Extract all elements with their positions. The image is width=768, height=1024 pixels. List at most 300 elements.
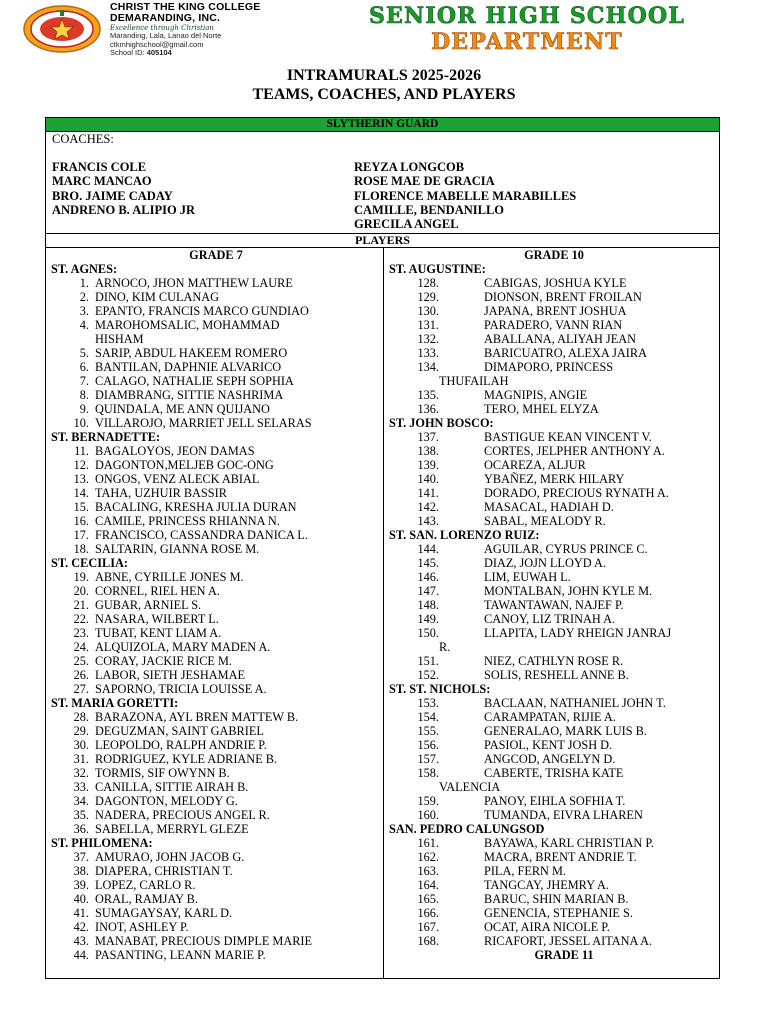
player-row (51, 374, 381, 388)
player-row (389, 332, 719, 346)
column-divider (383, 247, 384, 978)
player-number: 5. (79, 346, 89, 360)
player-number: 43. (73, 934, 89, 948)
player-number: 148. (417, 598, 439, 612)
section-heading: ST. AUGUSTINE: (389, 262, 486, 276)
player-number: 158. (417, 766, 439, 780)
player-name: ANGCOD, ANGELYN D. (484, 752, 616, 766)
player-name: CALAGO, NATHALIE SEPH SOPHIA (95, 374, 294, 388)
section-heading: ST. SAN. LORENZO RUIZ: (389, 528, 540, 542)
school-seal-logo (22, 4, 102, 54)
coaches-right-list (354, 160, 576, 231)
coaches-block (52, 132, 712, 232)
player-name: BARICUATRO, ALEXA JAIRA (484, 346, 647, 360)
player-row (389, 850, 719, 864)
player-row (389, 514, 719, 528)
grade-heading: GRADE 7 (189, 248, 243, 262)
player-number: 159. (417, 794, 439, 808)
player-row (389, 556, 719, 570)
player-number: 164. (417, 878, 439, 892)
player-name: NIEZ, CATHLYN ROSE R. (484, 654, 624, 668)
player-number: 38. (73, 864, 89, 878)
player-name: GENERALAO, MARK LUIS B. (484, 724, 647, 738)
player-row (51, 612, 381, 626)
player-name: DIMAPORO, PRINCESS (484, 360, 614, 374)
grade-heading: GRADE 11 (534, 948, 594, 962)
player-number: 165. (417, 892, 439, 906)
player-number: 147. (417, 584, 439, 598)
player-row (51, 598, 381, 612)
player-number: 151. (417, 654, 439, 668)
player-number: 139. (417, 458, 439, 472)
player-name: BARAZONA, AYL BREN MATTEW B. (95, 710, 299, 724)
player-number: 133. (417, 346, 439, 360)
player-number: 15. (73, 500, 89, 514)
player-name: DAGONTON,MELJEB GOC-ONG (95, 458, 274, 472)
player-name: TAHA, UZHUIR BASSIR (95, 486, 227, 500)
player-number: 37. (73, 850, 89, 864)
player-name: DINO, KIM CULANAG (95, 290, 219, 304)
player-name: GUBAR, ARNIEL S. (95, 598, 202, 612)
player-name: PARADERO, VANN RIAN (484, 318, 623, 332)
player-number: 154. (417, 710, 439, 724)
player-number: 128. (417, 276, 439, 290)
player-row (389, 486, 719, 500)
player-name: MASACAL, HADIAH D. (484, 500, 614, 514)
player-number: 14. (73, 486, 89, 500)
document-header (0, 0, 768, 58)
player-name: LABOR, SIETH JESHAMAE (95, 668, 245, 682)
player-row (389, 710, 719, 724)
team-roster-table (45, 117, 720, 979)
coach-name: CAMILLE, BENDANILLO (354, 202, 505, 217)
player-name: CABERTE, TRISHA KATE (484, 766, 624, 780)
coaches-left-list (52, 160, 195, 217)
player-row (51, 276, 381, 290)
player-number: 141. (417, 486, 439, 500)
player-number: 6. (79, 360, 89, 374)
school-name-line2: DEMARANDING, INC. (110, 12, 221, 24)
player-row (389, 346, 719, 360)
player-row (389, 794, 719, 808)
player-row (51, 626, 381, 640)
department-banner (332, 3, 722, 54)
player-number: 39. (73, 878, 89, 892)
player-number: 16. (73, 514, 89, 528)
player-row (51, 682, 381, 696)
player-number: 32. (73, 766, 89, 780)
player-number: 146. (417, 570, 439, 584)
section-heading: ST. MARIA GORETTI: (51, 696, 179, 710)
player-row (51, 906, 381, 920)
player-name: ABALLANA, ALIYAH JEAN (484, 332, 636, 346)
player-name: BAGALOYOS, JEON DAMAS (95, 444, 255, 458)
grade-heading: GRADE 10 (524, 248, 584, 262)
player-number: 3. (79, 304, 89, 318)
player-row (51, 528, 381, 542)
player-name: RICAFORT, JESSEL AITANA A. (484, 934, 653, 948)
player-number: 12. (73, 458, 89, 472)
player-number: 161. (417, 836, 439, 850)
player-name: OCAT, AIRA NICOLE P. (484, 920, 610, 934)
player-number: 138. (417, 444, 439, 458)
player-row (389, 878, 719, 892)
player-number: 152. (417, 668, 439, 682)
player-row (389, 696, 719, 710)
player-row (389, 304, 719, 318)
player-name: CARAMPATAN, RIJIE A. (484, 710, 616, 724)
player-row (389, 318, 719, 332)
player-number: 13. (73, 472, 89, 486)
player-row (389, 444, 719, 458)
coach-name: REYZA LONGCOB (354, 160, 465, 174)
player-row (51, 934, 381, 948)
player-name: JAPANA, BRENT JOSHUA (484, 304, 627, 318)
player-number: 142. (417, 500, 439, 514)
player-name: TAWANTAWAN, NAJEF P. (484, 598, 624, 612)
player-name: YBAÑEZ, MERK HILARY (484, 472, 625, 486)
player-name: TUMANDA, EIVRA LHAREN (484, 808, 643, 822)
school-id (110, 49, 330, 58)
player-name: CORNEL, RIEL HEN A. (95, 584, 220, 598)
school-motto: Excellence through Christian (110, 24, 214, 32)
school-info (110, 2, 330, 58)
coach-name: BRO. JAIME CADAY (52, 188, 173, 203)
player-number: 160. (417, 808, 439, 822)
player-name: SABELLA, MERRYL GLEZE (95, 822, 249, 836)
player-name: CABIGAS, JOSHUA KYLE (484, 276, 627, 290)
player-row (51, 542, 381, 556)
player-row (51, 570, 381, 584)
player-row (51, 780, 381, 794)
player-row (51, 514, 381, 528)
player-row (389, 612, 719, 626)
right-player-column (389, 248, 719, 962)
player-number: 134. (417, 360, 439, 374)
section-heading: ST. BERNADETTE: (51, 430, 161, 444)
coach-name: FRANCIS COLE (52, 160, 147, 174)
player-number: 31. (73, 752, 89, 766)
player-number: 21. (73, 598, 89, 612)
player-name: LOPEZ, CARLO R. (95, 878, 196, 892)
player-row (389, 626, 719, 640)
player-number: 153. (417, 696, 439, 710)
player-row (51, 654, 381, 668)
player-number: 34. (73, 794, 89, 808)
player-row (51, 346, 381, 360)
player-number: 143. (417, 514, 439, 528)
player-number: 135. (417, 388, 439, 402)
section-heading: ST. ST. NICHOLS: (389, 682, 491, 696)
player-name: LLAPITA, LADY RHEIGN JANRAJ (484, 626, 672, 640)
player-name: SUMAGAYSAY, KARL D. (95, 906, 233, 920)
player-number: 20. (73, 584, 89, 598)
player-row (51, 724, 381, 738)
player-row (389, 738, 719, 752)
player-name: FRANCISCO, CASSANDRA DANICA L. (95, 528, 308, 542)
player-name: OCAREZA, ALJUR (484, 458, 586, 472)
player-name: MAROHOMSALIC, MOHAMMAD (95, 318, 280, 332)
player-name: DIAMBRANG, SITTIE NASHRIMA (95, 388, 284, 402)
player-name: ALQUIZOLA, MARY MADEN A. (95, 640, 271, 654)
player-row (389, 276, 719, 290)
player-name: CAMILE, PRINCESS RHIANNA N. (95, 514, 280, 528)
player-name: DEGUZMAN, SAINT GABRIEL (95, 724, 264, 738)
player-name: CORTES, JELPHER ANTHONY A. (484, 444, 665, 458)
player-row (51, 472, 381, 486)
school-address: Maranding, Lala, Lanao del Norte (110, 31, 222, 40)
document-title: INTRAMURALS 2025-2026 (286, 67, 482, 84)
player-name: BASTIGUE KEAN VINCENT V. (484, 430, 652, 444)
player-row (51, 920, 381, 934)
player-row (51, 864, 381, 878)
player-number: 30. (73, 738, 89, 752)
player-name: DORADO, PRECIOUS RYNATH A. (484, 486, 669, 500)
player-number: 36. (73, 822, 89, 836)
player-number: 29. (73, 724, 89, 738)
player-number: 8. (79, 388, 89, 402)
player-name: ABNE, CYRILLE JONES M. (95, 570, 244, 584)
section-heading: ST. CECILIA: (51, 556, 128, 570)
player-name: MAGNIPIS, ANGIE (484, 388, 588, 402)
player-number: 40. (73, 892, 89, 906)
player-number: 18. (73, 542, 89, 556)
section-heading: ST. JOHN BOSCO: (389, 416, 494, 430)
player-row (51, 444, 381, 458)
coaches-label: COACHES: (52, 132, 114, 146)
player-row (389, 920, 719, 934)
player-number: 156. (417, 738, 439, 752)
player-number: 17. (73, 528, 89, 542)
player-row (51, 388, 381, 402)
player-number: 150. (417, 626, 439, 640)
player-name: RODRIGUEZ, KYLE ADRIANE B. (95, 752, 278, 766)
player-name: DIAZ, JOJN LLOYD A. (484, 556, 606, 570)
player-name: SARIP, ABDUL HAKEEM ROMERO (95, 346, 288, 360)
player-name: SOLIS, RESHELL ANNE B. (484, 668, 629, 682)
player-number: 149. (417, 612, 439, 626)
player-number: 144. (417, 542, 439, 556)
player-name: PILA, FERN M. (484, 864, 566, 878)
player-number: 22. (73, 612, 89, 626)
player-name: MANABAT, PRECIOUS DIMPLE MARIE (95, 934, 313, 948)
player-row (389, 458, 719, 472)
player-number: 163. (417, 864, 439, 878)
player-row (389, 360, 719, 374)
player-name: BARUC, SHIN MARIAN B. (484, 892, 629, 906)
player-row (51, 640, 381, 654)
player-row (389, 836, 719, 850)
player-name: GENENCIA, STEPHANIE S. (484, 906, 633, 920)
player-number: 132. (417, 332, 439, 346)
player-name: EPANTO, FRANCIS MARCO GUNDIAO (95, 304, 309, 318)
player-number: 167. (417, 920, 439, 934)
player-row (51, 318, 381, 332)
player-name: DIAPERA, CHRISTIAN T. (95, 864, 233, 878)
player-row (389, 668, 719, 682)
player-row (51, 850, 381, 864)
player-name: VILLAROJO, MARRIET JELL SELARAS (95, 416, 312, 430)
player-row (51, 668, 381, 682)
player-number: 155. (417, 724, 439, 738)
player-number: 131. (417, 318, 439, 332)
school-email: ctkmhighschool@gmail.com (110, 39, 204, 49)
player-row (389, 724, 719, 738)
player-number: 9. (79, 402, 89, 416)
player-row (51, 458, 381, 472)
player-row (51, 766, 381, 780)
player-row (51, 878, 381, 892)
player-name: LIM, EUWAH L. (484, 570, 571, 584)
player-number: 44. (73, 948, 89, 962)
player-row (389, 290, 719, 304)
player-row (389, 500, 719, 514)
player-number: 33. (73, 780, 89, 794)
school-name-line1: CHRIST THE KING COLLEGE (110, 1, 261, 13)
player-name: AMURAO, JOHN JACOB G. (95, 850, 245, 864)
player-row (51, 948, 381, 962)
player-name: DIONSON, BRENT FROILAN (484, 290, 642, 304)
player-row (389, 752, 719, 766)
player-row (51, 892, 381, 906)
player-row (389, 570, 719, 584)
left-player-column (51, 248, 381, 962)
player-number: 25. (73, 654, 89, 668)
player-name: PASANTING, LEANN MARIE P. (95, 948, 266, 962)
player-name: ARNOCO, JHON MATTHEW LAURE (95, 276, 293, 290)
department-line1: SENIOR HIGH SCHOOL (368, 3, 686, 29)
player-row (51, 304, 381, 318)
player-row (389, 808, 719, 822)
player-number: 42. (73, 920, 89, 934)
player-name: TANGCAY, JHEMRY A. (484, 878, 609, 892)
player-number: 130. (417, 304, 439, 318)
player-name-continuation: R. (439, 640, 451, 654)
player-row (51, 808, 381, 822)
player-name-continuation: VALENCIA (439, 780, 501, 794)
team-name-bar: SLYTHERIN GUARD (46, 118, 719, 132)
player-row (389, 598, 719, 612)
player-number: 28. (73, 710, 89, 724)
player-name: CORAY, JACKIE RICE M. (95, 654, 233, 668)
section-heading: SAN. PEDRO CALUNGSOD (389, 822, 545, 836)
player-name-continuation: THUFAILAH (439, 374, 509, 388)
player-row (51, 752, 381, 766)
player-name: DAGONTON, MELODY G. (95, 794, 238, 808)
player-row (51, 738, 381, 752)
player-name: BAYAWA, KARL CHRISTIAN P. (484, 836, 654, 850)
coach-name: GRECILA ANGEL (354, 217, 459, 232)
player-row (389, 892, 719, 906)
player-row (51, 416, 381, 430)
player-row (389, 402, 719, 416)
section-heading: ST. AGNES: (51, 262, 118, 276)
player-name: PASIOL, KENT JOSH D. (484, 738, 613, 752)
player-name: TERO, MHEL ELYZA (484, 402, 599, 416)
player-name: PANOY, EIHLA SOFHIA T. (484, 794, 626, 808)
player-row (389, 430, 719, 444)
player-name: CANOY, LIZ TRINAH A. (484, 612, 616, 626)
player-name: SALTARIN, GIANNA ROSE M. (95, 542, 260, 556)
player-number: 35. (73, 808, 89, 822)
player-number: 168. (417, 934, 439, 948)
player-number: 129. (417, 290, 439, 304)
player-number: 26. (73, 668, 89, 682)
player-number: 1. (79, 276, 89, 290)
player-name: QUINDALA, ME ANN QUIJANO (95, 402, 270, 416)
player-name: NADERA, PRECIOUS ANGEL R. (95, 808, 270, 822)
school-id-label: School ID: (110, 48, 145, 57)
player-name: NASARA, WILBERT L. (95, 612, 219, 626)
player-number: 162. (417, 850, 439, 864)
player-name-continuation: HISHAM (95, 332, 144, 346)
player-number: 2. (79, 290, 89, 304)
player-number: 27. (73, 682, 89, 696)
player-number: 145. (417, 556, 439, 570)
player-row (389, 766, 719, 780)
players-label: PLAYERS (355, 233, 410, 247)
player-row (51, 822, 381, 836)
player-row (51, 500, 381, 514)
player-row (389, 654, 719, 668)
player-row (51, 794, 381, 808)
player-number: 23. (73, 626, 89, 640)
department-line2: DEPARTMENT (431, 29, 623, 55)
player-name: CANILLA, SITTIE AIRAH B. (95, 780, 249, 794)
player-name: MACRA, BRENT ANDRIE T. (484, 850, 637, 864)
school-id-value: 405104 (146, 48, 172, 57)
player-name: SAPORNO, TRICIA LOUISSE A. (95, 682, 267, 696)
document-subtitle: TEAMS, COACHES, AND PLAYERS (252, 86, 516, 103)
player-name: TORMIS, SIF OWYNN B. (95, 766, 230, 780)
player-number: 166. (417, 906, 439, 920)
player-number: 137. (417, 430, 439, 444)
player-number: 7. (79, 374, 89, 388)
coach-name: MARC MANCAO (52, 174, 152, 189)
player-name: AGUILAR, CYRUS PRINCE C. (484, 542, 648, 556)
player-name: LEOPOLDO, RALPH ANDRIE P. (95, 738, 267, 752)
player-row (389, 584, 719, 598)
section-heading: ST. PHILOMENA: (51, 836, 153, 850)
coach-name: ANDRENO B. ALIPIO JR (52, 202, 196, 217)
player-row (389, 934, 719, 948)
player-row (51, 360, 381, 374)
player-number: 24. (73, 640, 89, 654)
player-number: 157. (417, 752, 439, 766)
player-number: 136. (417, 402, 439, 416)
player-row (389, 542, 719, 556)
player-row (51, 290, 381, 304)
player-name: BACALING, KRESHA JULIA DURAN (95, 500, 297, 514)
player-row (389, 388, 719, 402)
player-number: 10. (73, 416, 89, 430)
player-number: 140. (417, 472, 439, 486)
player-row (51, 486, 381, 500)
player-row (389, 472, 719, 486)
player-number: 4. (79, 318, 89, 332)
coach-name: FLORENCE MABELLE MARABILLES (354, 188, 577, 203)
player-name: MONTALBAN, JOHN KYLE M. (484, 584, 653, 598)
player-name: INOT, ASHLEY P. (95, 920, 189, 934)
player-name: ORAL, RAMJAY B. (95, 892, 198, 906)
player-name: SABAL, MEALODY R. (484, 514, 606, 528)
player-row (389, 906, 719, 920)
player-number: 19. (73, 570, 89, 584)
player-name: BACLAAN, NATHANIEL JOHN T. (484, 696, 666, 710)
player-row (51, 584, 381, 598)
player-number: 41. (73, 906, 89, 920)
player-name: ONGOS, VENZ ALECK ABIAL (95, 472, 260, 486)
